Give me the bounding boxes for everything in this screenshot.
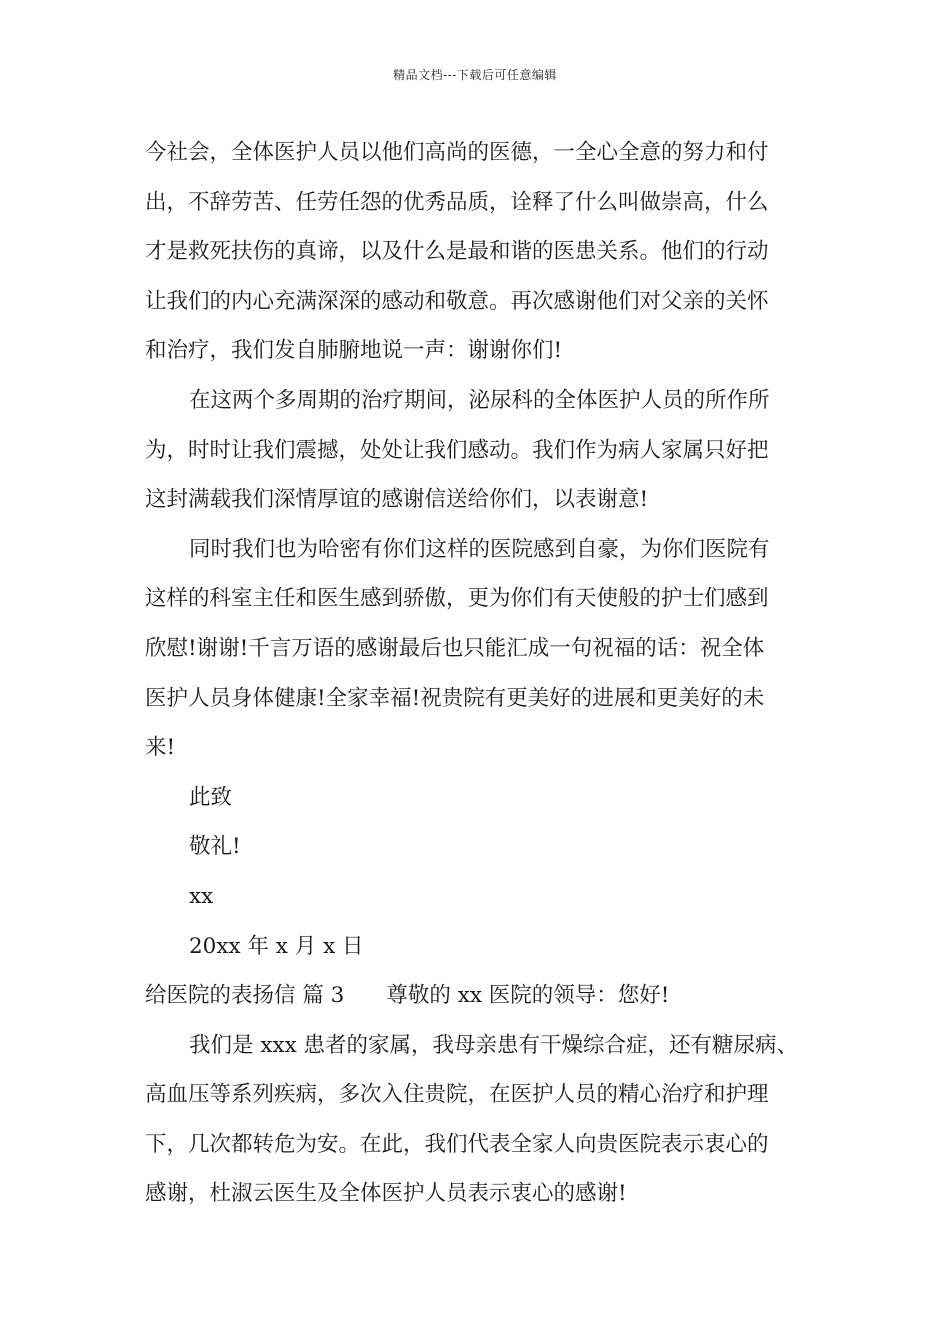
paragraph-line: 下，几次都转危为安。在此，我们代表全家人向贵医院表示衷心的 [145,1131,769,1157]
section-greeting: 尊敬的 xx 医院的领导：您好! [386,983,670,1009]
paragraph-line: 和治疗，我们发自肺腑地说一声：谢谢你们! [145,338,563,364]
closing-line: 敬礼! [189,834,241,860]
paragraph-line: 这封满载我们深情厚谊的感谢信送给你们，以表谢意! [145,487,649,513]
signature-date: 20xx 年 x 月 x 日 [189,933,364,959]
paragraph-line: 来! [145,735,176,761]
paragraph-line: 今社会，全体医护人员以他们高尚的医德，一全心全意的努力和付 [145,140,769,165]
paragraph-line: 才是救死扶伤的真谛，以及什么是最和谐的医患关系。他们的行动 [145,239,769,265]
signature-name: xx [189,883,214,909]
paragraph-line: 我们是 xxx 患者的家属，我母亲患有干燥综合症，还有糖尿病、 [189,1032,799,1058]
paragraph-line: 在这两个多周期的治疗期间，泌尿科的全体医护人员的所作所 [189,387,770,413]
page-header: 精品文档---下载后可任意编辑 [393,68,557,82]
paragraph-line: 为，时时让我们震撼，处处让我们感动。我们作为病人家属只好把 [145,437,769,463]
section-heading-line [145,971,810,1021]
paragraph-line: 这样的科室主任和医生感到骄傲，更为你们有天使般的护士们感到 [145,586,769,612]
paragraph-line: 出，不辞劳苦、任劳任怨的优秀品质，诠释了什么叫做崇高，什么 [145,189,769,215]
closing-line: 此致 [189,784,233,810]
paragraph-line: 让我们的内心充满深深的感动和敬意。再次感谢他们对父亲的关怀 [145,288,769,314]
paragraph-line: 欣慰!谢谢!千言万语的感谢最后也只能汇成一句祝福的话：祝全体 [145,635,765,661]
paragraph-line: 感谢，杜淑云医生及全体医护人员表示衷心的感谢! [145,1181,627,1207]
document-body [145,128,810,1219]
section-title: 给医院的表扬信 篇 3 [145,983,345,1009]
paragraph-line: 同时我们也为哈密有你们这样的医院感到自豪，为你们医院有 [189,536,770,562]
paragraph-line: 医护人员身体健康!全家幸福!祝贵院有更美好的进展和更美好的未 [145,685,765,711]
paragraph-line: 高血压等系列疾病，多次入住贵院，在医护人员的精心治疗和护理 [145,1082,769,1108]
